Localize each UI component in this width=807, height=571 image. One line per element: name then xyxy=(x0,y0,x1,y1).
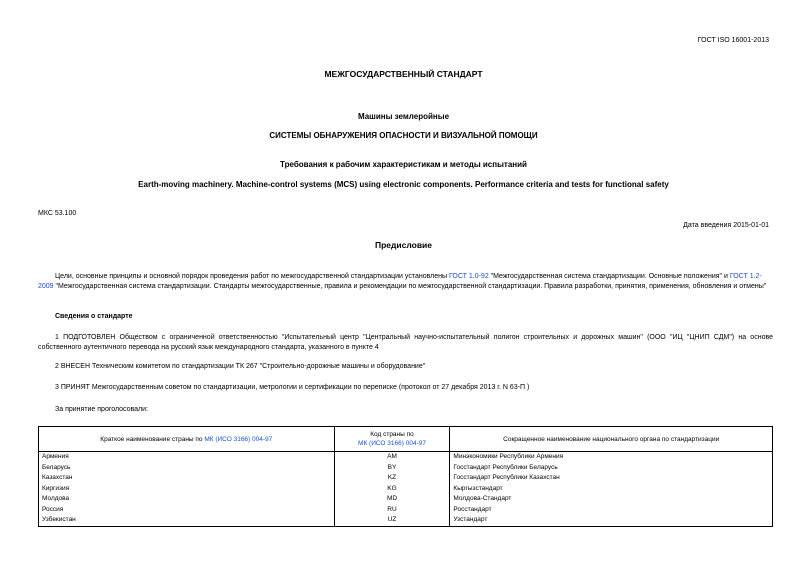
table-row xyxy=(39,473,773,484)
country-cell: Узбекистан xyxy=(39,515,335,526)
country-code-header: Код страны по МК (ИСО 3166) 004-97 xyxy=(334,427,450,452)
code-cell: KZ xyxy=(334,473,450,484)
code-cell: UZ xyxy=(334,515,450,526)
countries-table xyxy=(38,426,773,527)
body-cell: Кыргызстандарт xyxy=(450,484,773,495)
voted-label: За принятие проголосовали: xyxy=(55,406,148,413)
document-subtitle: Требования к рабочим характеристикам и методы испытаний xyxy=(280,160,527,169)
english-title: Earth-moving machinery. Machine-control systems (MCS) using electronic components. Performance criteria and tests for functional safety xyxy=(138,180,669,189)
body-cell: Молдова-Стандарт xyxy=(450,494,773,505)
table-row xyxy=(39,452,773,463)
subject-heading: Машины землеройные xyxy=(357,112,450,121)
item-prepared: 1 ПОДГОТОВЛЕН Обществом с ограниченной ответственностью "Испытательный центр "Центральный научно-испытательный полигон строительных и дорожных машин" (ООО "ИЦ "ЦНИП СДМ") на основе собственного аутентичного перевода на русский язык международного стандарта, указанного в пункте 4 xyxy=(38,334,773,351)
mk-iso-3166-link[interactable]: МК (ИСО 3166) 004-97 xyxy=(204,435,273,443)
preface-text-3: "Межгосударственная система стандартизации. Стандарты межгосударственные, правила и рекомендации по межгосударственной стандартизации. Правила разработки, принятия, применения, обновления и отмены" xyxy=(53,283,767,290)
country-name-header: Краткое наименование страны по МК (ИСО 3166) 004-97 xyxy=(39,427,335,452)
country-cell: Киргизия xyxy=(39,484,335,495)
preface-heading: Предисловие xyxy=(374,240,433,250)
preface-text-1: Цели, основные принципы и основной порядок проведения работ по межгосударственной стандартизации установлены xyxy=(55,273,449,280)
preface-text-2: "Межгосударственная система стандартизации. Основные положения" и xyxy=(488,273,730,280)
table-row xyxy=(39,484,773,495)
code-cell: MD xyxy=(334,494,450,505)
country-cell: Казахстан xyxy=(39,473,335,484)
mks-code: МКС 53.100 xyxy=(38,210,77,217)
document-title: СИСТЕМЫ ОБНАРУЖЕНИЯ ОПАСНОСТИ И ВИЗУАЛЬНОЙ ПОМОЩИ xyxy=(269,131,538,140)
table-row xyxy=(39,494,773,505)
document-code: ГОСТ ISO 16001-2013 xyxy=(697,37,769,44)
code-cell: AM xyxy=(334,452,450,463)
body-cell: Узстандарт xyxy=(450,515,773,526)
country-cell: Армения xyxy=(39,452,335,463)
table-header-row xyxy=(39,427,773,452)
body-cell: Госстандарт Республики Беларусь xyxy=(450,463,773,474)
preface-paragraph xyxy=(38,272,773,292)
info-heading: Сведения о стандарте xyxy=(55,313,133,320)
code-cell: KG xyxy=(334,484,450,495)
table-row xyxy=(39,515,773,526)
code-cell: RU xyxy=(334,505,450,516)
country-cell: Беларусь xyxy=(39,463,335,474)
body-cell: Минэкономики Республики Армения xyxy=(450,452,773,463)
item-adopted: 3 ПРИНЯТ Межгосударственным советом по стандартизации, метрологии и сертификации по переписке (протокол от 27 декабря 2013 г. N 63-П ) xyxy=(55,384,530,391)
gost-1-2-2009-link[interactable]: ГОСТ 1.2-2009 xyxy=(38,273,762,290)
standards-body-header: Сокращенное наименование национального органа по стандартизации xyxy=(450,427,773,452)
item-introduced: 2 ВНЕСЕН Техническим комитетом по стандартизации ТК 267 "Строительно-дорожные машины и оборудование" xyxy=(55,363,426,370)
code-cell: BY xyxy=(334,463,450,474)
standard-type-heading: МЕЖГОСУДАРСТВЕННЫЙ СТАНДАРТ xyxy=(324,69,483,79)
intro-date: Дата введения 2015-01-01 xyxy=(683,222,769,229)
mk-iso-3166-code-link[interactable]: МК (ИСО 3166) 004-97 xyxy=(358,440,426,447)
gost-1-0-92-link[interactable]: ГОСТ 1.0-92 xyxy=(448,273,489,280)
country-cell: Россия xyxy=(39,505,335,516)
table-row xyxy=(39,463,773,474)
body-cell: Росстандарт xyxy=(450,505,773,516)
table-row xyxy=(39,505,773,516)
country-cell: Молдова xyxy=(39,494,335,505)
body-cell: Госстандарт Республики Казахстан xyxy=(450,473,773,484)
